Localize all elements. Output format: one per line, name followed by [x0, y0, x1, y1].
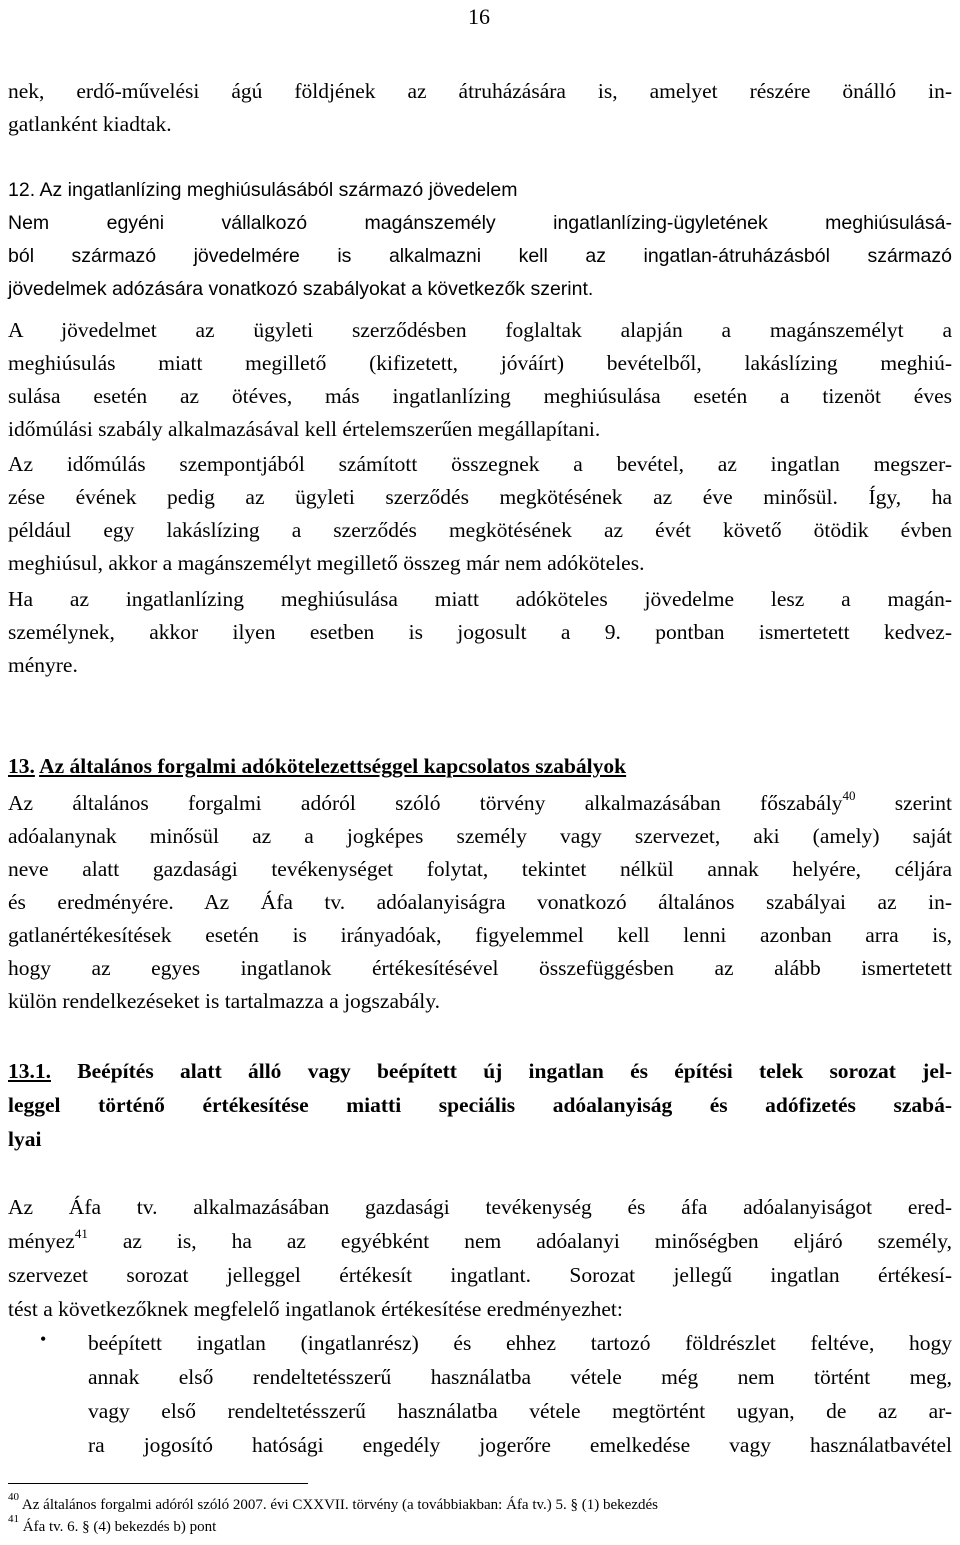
list-item-line: annak első rendeltetésszerű használatba vétele még nem történt meg,: [88, 1365, 952, 1389]
paragraph-line: időmúlási szabály alkalmazásával kell értelemszerűen megállapítani.: [8, 417, 601, 441]
section-title: Az általános forgalmi adókötelezettséggel kapcsolatos szabályok: [39, 754, 627, 778]
paragraph-line: meghiúsulás miatt megillető (kifizetett, jóváírt) bevételből, lakáslízing meghiú-: [8, 351, 952, 375]
paragraph-line: például egy lakáslízing a szerződés megkötésének az évét követő ötödik évben: [8, 518, 952, 542]
section-title: Beépítés alatt álló vagy beépített új ingatlan és építési telek sorozat jel-: [77, 1059, 953, 1083]
paragraph-line: Nem egyéni vállalkozó magánszemély ingatlanlízing-ügyletének meghiúsulásá-: [8, 212, 952, 234]
paragraph-line: személynek, akkor ilyen esetben is jogosult a 9. pontban ismertetett kedvez-: [8, 620, 952, 644]
paragraph-line: ményre.: [8, 653, 78, 677]
footnote-ref-40: 40: [842, 787, 856, 803]
section-13-1-heading-line: leggel történő értékesítése miatti speciális adóalanyiság és adófizetés szabá-: [8, 1093, 952, 1117]
paragraph-line: nek, erdő-művelési ágú földjének az átruházására is, amelyet részére önálló in-: [8, 79, 952, 103]
page-number: 16: [468, 4, 490, 29]
section-13-1-heading-line: lyai: [8, 1127, 42, 1151]
paragraph-line: hogy az egyes ingatlanok értékesítésével összefüggésben az alább ismertetett: [8, 956, 952, 980]
paragraph-line: és eredményére. Az Áfa tv. adóalanyiságra vonatkozó általános szabályai az in-: [8, 890, 952, 914]
paragraph-line: Ha az ingatlanlízing meghiúsulása miatt adóköteles jövedelme lesz a magán-: [8, 587, 952, 611]
list-item-line: beépített ingatlan (ingatlanrész) és ehhez tartozó földrészlet feltéve, hogy: [88, 1331, 952, 1355]
footnote-40: $^{40}$ Az általános forgalmi adóról szóló 2007. évi CXXVII. törvény (a továbbiakban: Áfa tv.) 5. § (1) bekezdés: [8, 1491, 658, 1513]
list-item-line: ra jogosító hatósági engedély jogerőre emelkedése vagy használatbavétel: [88, 1433, 952, 1457]
paragraph-line: Az általános forgalmi adóról szóló törvény alkalmazásában főszabály$^{40}$ szerint: [8, 787, 953, 815]
paragraph-line: gatlanként kiadtak.: [8, 112, 172, 136]
paragraph-line: adóalanynak minősül az a jogképes személy vagy szervezet, aki (amely) saját: [8, 824, 952, 848]
paragraph-line: ból származó jövedelmére is alkalmazni kell az ingatlan-átruházásból származó: [8, 245, 952, 267]
section-number: 13.: [8, 754, 35, 778]
paragraph-line: neve alatt gazdasági tevékenységet folytat, tekintet nélkül annak helyére, céljára: [8, 857, 952, 881]
section-13-1-heading: [8, 1054, 952, 1088]
paragraph-line: meghiúsul, akkor a magánszemélyt megillető összeg már nem adóköteles.: [8, 551, 645, 575]
section-number: 13.1.: [8, 1059, 51, 1083]
list-item-line: vagy első rendeltetésszerű használatba vétele megtörtént ugyan, de az ar-: [88, 1399, 952, 1423]
paragraph-line: A jövedelmet az ügyleti szerződésben foglaltak alapján a magánszemélyt a: [8, 318, 952, 342]
paragraph-line: szervezet sorozat jelleggel értékesít ingatlant. Sorozat jellegű ingatlan értékesí-: [8, 1263, 952, 1287]
paragraph-line: sulása esetén az ötéves, más ingatlanlízing meghiúsulása esetén a tizenöt éves: [8, 384, 952, 408]
footnote-41: $^{41}$ Áfa tv. 6. § (4) bekezdés b) pont: [8, 1513, 217, 1535]
footnote-divider: [8, 1483, 308, 1484]
paragraph-line: Az időmúlás szempontjából számított összegnek a bevétel, az ingatlan megszer-: [8, 452, 952, 476]
paragraph-line: ményez$^{41}$ az is, ha az egyébként nem adóalanyi minőségben eljáró személy,: [8, 1225, 952, 1253]
paragraph-line: külön rendelkezéseket is tartalmazza a jogszabály.: [8, 989, 440, 1013]
section-title: Az ingatlanlízing meghiúsulásából származó jövedelem: [39, 179, 518, 201]
section-12-heading: [8, 173, 952, 207]
section-number: 12.: [8, 179, 36, 201]
paragraph-line: Az Áfa tv. alkalmazásában gazdasági tevékenység és áfa adóalanyiságot ered-: [8, 1195, 952, 1219]
bullet-icon: •: [40, 1329, 47, 1349]
paragraph-line: jövedelmek adózására vonatkozó szabályokat a következők szerint.: [8, 278, 594, 300]
paragraph-line: tést a következőknek megfelelő ingatlanok értékesítése eredményezhet:: [8, 1297, 623, 1321]
section-13-heading: [8, 749, 952, 783]
footnote-ref-41: 41: [74, 1225, 88, 1241]
paragraph-line: zése évének pedig az ügyleti szerződés megkötésének az éve minősül. Így, ha: [8, 485, 952, 509]
paragraph-line: gatlanértékesítések esetén is irányadóak, figyelemmel kell lenni azonban arra is,: [8, 923, 952, 947]
